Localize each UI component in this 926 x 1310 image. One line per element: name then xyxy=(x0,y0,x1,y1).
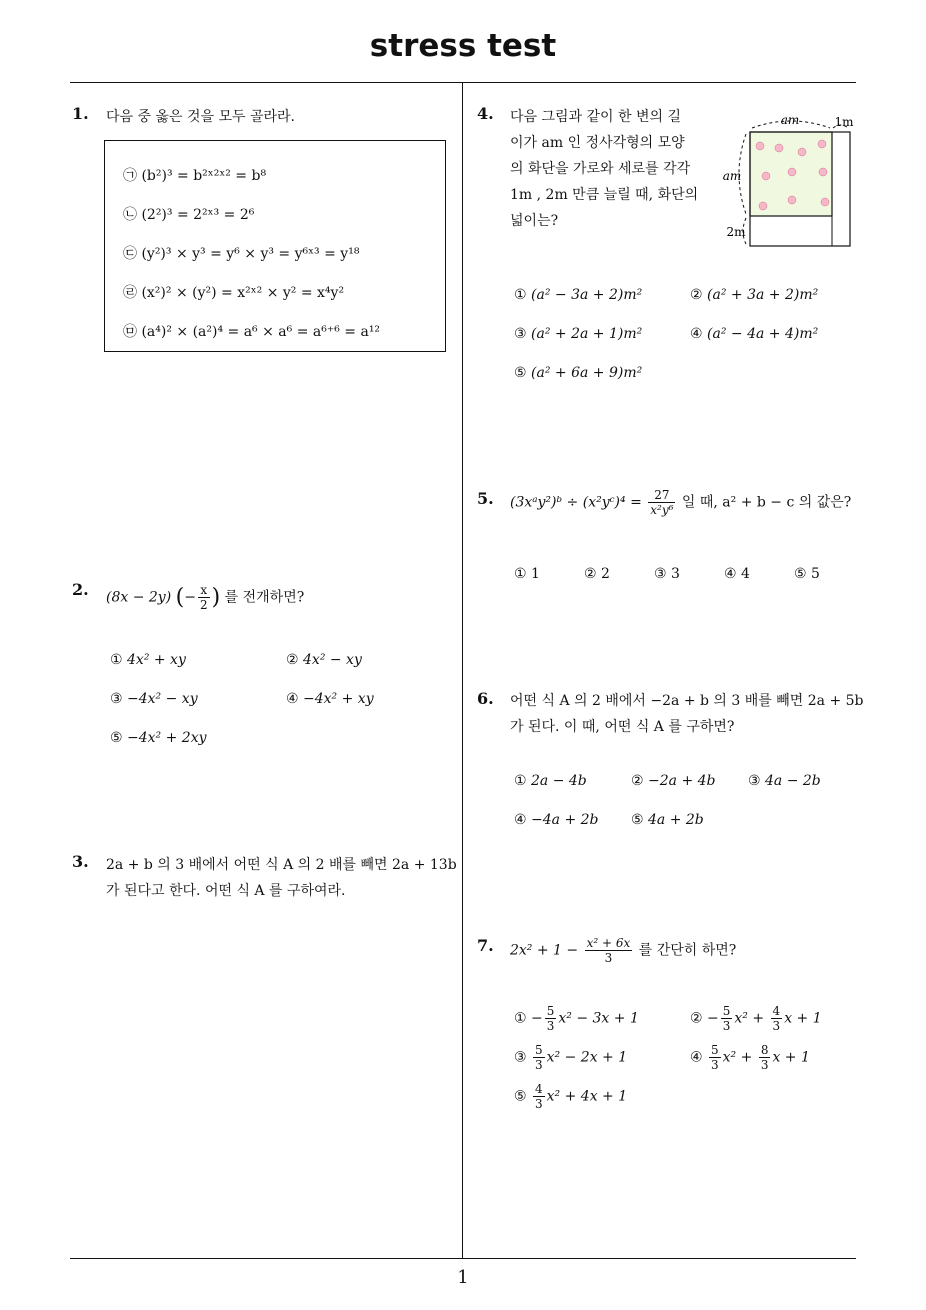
label-bottom-left: 2m xyxy=(726,225,746,239)
garden-figure xyxy=(716,108,858,250)
option-3[interactable]: ③ −4x² − xy xyxy=(110,691,198,707)
question-number: 5. xyxy=(477,489,494,508)
question-text: (8x − 2y) (− $\frac{x}{2}$ ) 를 전개하면? xyxy=(106,583,305,612)
option-3[interactable]: ③ 3 xyxy=(654,566,680,582)
option-4[interactable]: ④ −4x² + xy xyxy=(286,691,374,707)
question-number: 7. xyxy=(477,936,494,955)
question-number: 6. xyxy=(477,689,494,708)
option-3[interactable]: ③ (a² + 2a + 1)m² xyxy=(514,326,643,342)
statement-item: ㉡ (2²)³ = 2²ˣ³ = 2⁶ xyxy=(123,207,255,223)
question-text: 다음 중 옳은 것을 모두 골라라. xyxy=(106,109,295,125)
column-divider xyxy=(462,83,463,1259)
option-4[interactable]: ④ −4a + 2b xyxy=(514,812,599,828)
question-text-line: 가 된다. 이 때, 어떤 식 A 를 구하면? xyxy=(510,719,735,735)
statement-item: ㉤ (a⁴)² × (a²)⁴ = a⁶ × a⁶ = a⁶⁺⁶ = a¹² xyxy=(123,324,381,340)
option-1[interactable]: ① (a² − 3a + 2)m² xyxy=(514,287,643,303)
question-text-line: 2a + b 의 3 배에서 어떤 식 A 의 2 배를 빼면 2a + 13b xyxy=(106,857,457,873)
option-5[interactable]: ⑤ 4a + 2b xyxy=(631,812,704,828)
option-1[interactable]: ① 2a − 4b xyxy=(514,773,587,789)
option-4[interactable]: ④ $\frac{5}{3}$ x² + $\frac{8}{3}$ x + 1 xyxy=(690,1043,810,1072)
question-number: 4. xyxy=(477,104,494,123)
option-3[interactable]: ③ 4a − 2b xyxy=(748,773,821,789)
question-text-line: 의 화단을 가로와 세로를 각각 xyxy=(510,161,691,177)
option-1[interactable]: ① 1 xyxy=(514,566,540,582)
option-5[interactable]: ⑤ (a² + 6a + 9)m² xyxy=(514,365,643,381)
footer-rule xyxy=(70,1258,856,1259)
question-text-line: 1m , 2m 만큼 늘릴 때, 화단의 xyxy=(510,187,699,203)
question-number: 2. xyxy=(72,580,89,599)
statement-box xyxy=(104,140,446,352)
option-1[interactable]: ① − $\frac{5}{3}$ x² − 3x + 1 xyxy=(514,1004,639,1033)
statement-item: ㉣ (x²)² × (y²) = x²ˣ² × y² = x⁴y² xyxy=(123,285,345,301)
question-number: 1. xyxy=(72,104,89,123)
question-text: 2x² + 1 − $\frac{\text{x² + 6x}}{3}$ 를 간단히 하면? xyxy=(510,936,737,965)
question-text-line: 이가 am 인 정사각형의 모양 xyxy=(510,135,685,151)
option-4[interactable]: ④ (a² − 4a + 4)m² xyxy=(690,326,819,342)
option-5[interactable]: ⑤ $\frac{4}{3}$ x² + 4x + 1 xyxy=(514,1082,628,1111)
page-title: stress test xyxy=(369,28,557,64)
question-text-line: 어떤 식 A 의 2 배에서 −2a + b 의 3 배를 빼면 2a + 5b xyxy=(510,693,864,709)
option-2[interactable]: ② −2a + 4b xyxy=(631,773,716,789)
question-text-line: 가 된다고 한다. 어떤 식 A 를 구하여라. xyxy=(106,883,346,899)
option-2[interactable]: ② − $\frac{5}{3}$ x² + $\frac{4}{3}$ x + 1 xyxy=(690,1004,822,1033)
statement-item: ㉢ (y²)³ × y³ = y⁶ × y³ = y⁶ˣ³ = y¹⁸ xyxy=(123,246,360,262)
page-number: 1 xyxy=(457,1267,469,1288)
label-left: am xyxy=(722,169,742,183)
header-rule xyxy=(70,82,856,83)
option-2[interactable]: ② (a² + 3a + 2)m² xyxy=(690,287,819,303)
option-5[interactable]: ⑤ 5 xyxy=(794,566,820,582)
option-2[interactable]: ② 4x² − xy xyxy=(286,652,362,668)
question-number: 3. xyxy=(72,852,89,871)
question-text: (3xᵃy²)ᵇ ÷ (x²yᶜ)⁴ = $\frac{27}{\text{x²y⁶}}$ 일 때, a² + b − c 의 값은? xyxy=(510,488,852,517)
question-text-line: 넓이는? xyxy=(510,213,559,229)
label-top: am xyxy=(780,113,800,127)
statement-item: ㉠ (b²)³ = b²ˣ²ˣ² = b⁸ xyxy=(123,168,267,184)
option-1[interactable]: ① 4x² + xy xyxy=(110,652,186,668)
option-4[interactable]: ④ 4 xyxy=(724,566,750,582)
question-text-line: 다음 그림과 같이 한 변의 길 xyxy=(510,109,682,125)
option-5[interactable]: ⑤ −4x² + 2xy xyxy=(110,730,207,746)
option-3[interactable]: ③ $\frac{5}{3}$ x² − 2x + 1 xyxy=(514,1043,628,1072)
option-2[interactable]: ② 2 xyxy=(584,566,610,582)
label-right-top: 1m xyxy=(834,115,854,129)
